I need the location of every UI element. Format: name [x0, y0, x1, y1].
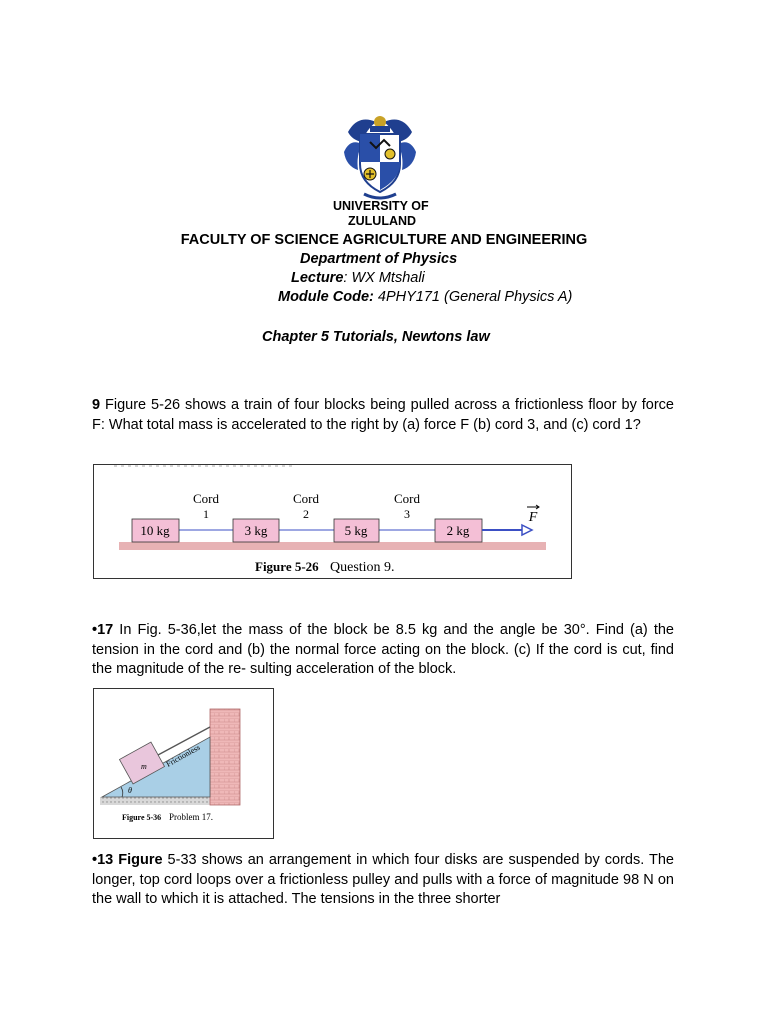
figure-5-26	[93, 464, 572, 579]
question-9-text: Figure 5-26 shows a train of four blocks being pulled across a frictionless floor by force F: What total mass is accelerated to the right by (a) force F (b) cord 3, and (c) cord 1?	[92, 397, 674, 433]
figure-caption-text: Question 9.	[330, 560, 395, 575]
question-9-number: 9	[92, 397, 101, 413]
force-label: F	[528, 510, 538, 525]
svg-text:3 kg: 3 kg	[244, 523, 268, 538]
figure-caption-text: Problem 17.	[169, 812, 213, 822]
question-17-number: •17	[92, 622, 114, 638]
svg-text:5 kg: 5 kg	[344, 523, 368, 538]
cord-2-number: 2	[303, 507, 309, 521]
wall	[210, 709, 240, 805]
faculty-title: FACULTY OF SCIENCE AGRICULTURE AND ENGINEERING	[180, 232, 588, 248]
surface-label: Frictionless	[164, 742, 202, 769]
module-code-label: Module Code:	[278, 289, 374, 305]
university-name-line1: UNIVERSITY OF	[333, 199, 429, 213]
cord-3-number: 3	[404, 507, 410, 521]
university-crest-logo	[340, 112, 420, 204]
cord-2-label: Cord	[293, 491, 319, 506]
chapter-title: Chapter 5 Tutorials, Newtons law	[262, 329, 490, 345]
block-10kg	[132, 519, 179, 542]
university-name-line2: ZULULAND	[348, 214, 417, 228]
block-3kg	[233, 519, 279, 542]
svg-text:10 kg: 10 kg	[140, 523, 170, 538]
figure-caption-label: Figure 5-36	[122, 813, 162, 822]
cord-1-label: Cord	[193, 491, 219, 506]
figure-5-36	[93, 688, 274, 839]
block-2kg	[435, 519, 482, 542]
block-5kg	[334, 519, 379, 542]
question-9	[92, 396, 674, 435]
question-13-text: 5-33 shows an arrangement in which four disks are suspended by cords. The longer, top cord loops over a frictionless pulley and pulls with a force of magnitude 98 N on the wall to which it is attached. The tensions in the three shorter	[92, 852, 674, 907]
force-arrow	[482, 525, 532, 535]
cord-3-label: Cord	[394, 491, 420, 506]
lecture-label: Lecture	[291, 270, 344, 286]
block-label: m	[141, 762, 147, 771]
floor	[119, 542, 546, 550]
question-13-number: •13 Figure	[92, 852, 163, 868]
department-title: Department of Physics	[300, 251, 458, 267]
module-code-value: 4PHY171 (General Physics A)	[373, 289, 573, 305]
lecturer-line	[291, 270, 425, 286]
question-17	[92, 621, 674, 680]
angle-label: θ	[128, 786, 132, 795]
module-code-line	[278, 289, 572, 305]
cord-1-number: 1	[203, 507, 209, 521]
lecture-value: : WX Mtshali	[343, 270, 425, 286]
question-13	[92, 851, 674, 910]
svg-text:2 kg: 2 kg	[446, 523, 470, 538]
university-name	[333, 199, 429, 229]
question-17-text: In Fig. 5-36,let the mass of the block be 8.5 kg and the angle be 30°. Find (a) the tension in the cord and (b) the normal force acting on the block. (c) If the cord is cut, find the magnitude of the re- sulting acceleration of the block.	[92, 622, 674, 677]
figure-caption-label: Figure 5-26	[255, 559, 319, 574]
